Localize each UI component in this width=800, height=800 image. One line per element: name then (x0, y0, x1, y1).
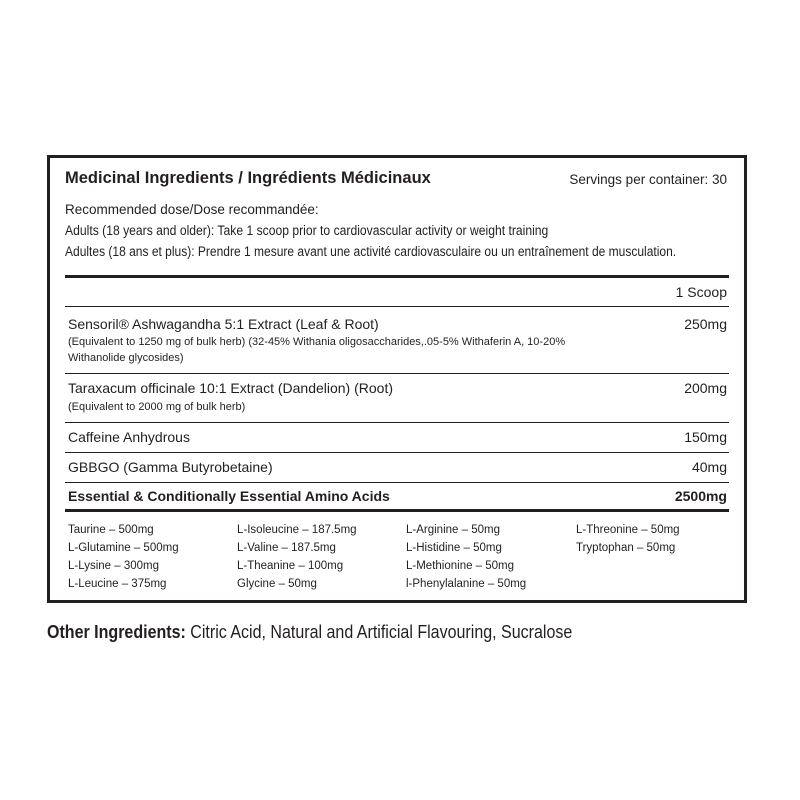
amino-item: L-Leucine – 375mg (68, 578, 167, 590)
amino-item: L-Glutamine – 500mg (68, 542, 179, 554)
ingredient-note: Withanolide glycosides) (68, 352, 184, 364)
ingredient-amount: 250mg (684, 316, 727, 332)
thick-divider (65, 275, 729, 278)
ingredient-amount: 200mg (684, 380, 727, 396)
ingredient-amount: 150mg (684, 429, 727, 445)
ingredient-name: GBBGO (Gamma Butyrobetaine) (68, 459, 273, 475)
ingredient-name: Caffeine Anhydrous (68, 429, 190, 445)
divider (65, 482, 729, 483)
amino-item: L-Methionine – 50mg (406, 560, 515, 572)
divider (65, 306, 729, 307)
divider (65, 373, 729, 374)
amino-item: L-Lysine – 300mg (68, 560, 159, 572)
amino-item: L-Arginine – 50mg (406, 524, 500, 536)
ingredient-name: Sensoril® Ashwagandha 5:1 Extract (Leaf & Root) (68, 316, 379, 332)
amino-item: l-Phenylalanine – 50mg (406, 578, 527, 590)
amino-item: L-Isoleucine – 187.5mg (237, 524, 357, 536)
amino-item: L-Threonine – 50mg (576, 524, 680, 536)
thick-divider (65, 509, 729, 512)
panel-title: Medicinal Ingredients / Ingrédients Médicinaux (65, 169, 431, 187)
amino-item: L-Histidine – 50mg (406, 542, 502, 554)
amino-acids-header: Essential & Conditionally Essential Amino Acids (68, 488, 390, 504)
dose-adults-fr: Adultes (18 ans et plus): Prendre 1 mesure avant une activité cardiovasculaire ou un entraînement de musculation. (65, 244, 677, 259)
divider (65, 452, 729, 453)
serving-size-column-header: 1 Scoop (675, 284, 727, 300)
other-ingredients (47, 622, 572, 643)
dose-label: Recommended dose/Dose recommandée: (65, 202, 319, 217)
amino-acids-total: 2500mg (674, 488, 727, 504)
amino-item: L-Theanine – 100mg (237, 560, 344, 572)
ingredient-name: Taraxacum officinale 10:1 Extract (Dandelion) (Root) (68, 380, 394, 396)
amino-item: L-Valine – 187.5mg (237, 542, 336, 554)
ingredient-note: (Equivalent to 1250 mg of bulk herb) (32-45% Withania oligosaccharides,.05-5% Withaferin A, 10-20% (68, 336, 566, 348)
servings-per-container: Servings per container: 30 (569, 172, 727, 187)
supplement-facts-panel (47, 155, 747, 603)
ingredient-note: (Equivalent to 2000 mg of bulk herb) (68, 401, 246, 413)
amino-item: Glycine – 50mg (237, 578, 317, 590)
other-ingredients-label: Other Ingredients: (47, 622, 186, 642)
dose-adults-en: Adults (18 years and older): Take 1 scoop prior to cardiovascular activity or weight training (65, 223, 549, 238)
amino-item: Tryptophan – 50mg (576, 542, 676, 554)
amino-item: Taurine – 500mg (68, 524, 154, 536)
ingredient-amount: 40mg (691, 459, 727, 475)
divider (65, 422, 729, 423)
other-ingredients-text: Citric Acid, Natural and Artificial Flavouring, Sucralose (185, 622, 573, 642)
